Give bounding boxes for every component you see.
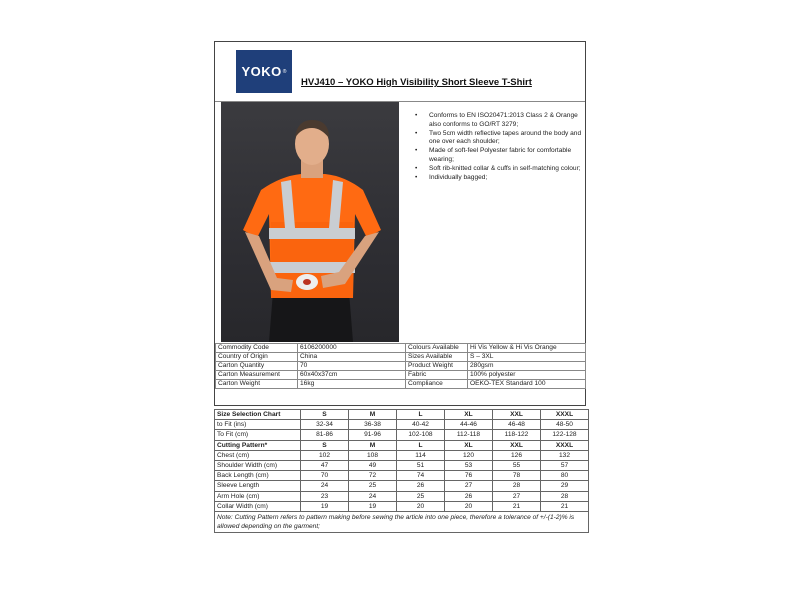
list-item: • Individually bagged; (415, 174, 583, 183)
size-cell: 19 (349, 501, 397, 511)
table-row (215, 430, 589, 440)
spec-value: 280gsm (468, 362, 586, 371)
table-row (215, 410, 589, 420)
size-cell: 25 (349, 481, 397, 491)
size-cell: 21 (493, 501, 541, 511)
size-cell: 49 (349, 460, 397, 470)
table-row (215, 491, 589, 501)
size-cell: Sleeve Length (215, 481, 301, 491)
spec-value: OEKO-TEX Standard 100 (468, 380, 586, 389)
spec-label: Product Weight (406, 362, 468, 371)
size-chart-table (214, 409, 589, 533)
product-title: HVJ410 – YOKO High Visibility Short Sleeve T-Shirt (301, 77, 532, 88)
size-cell: 53 (445, 460, 493, 470)
size-cell: 102 (301, 450, 349, 460)
size-cell: 74 (397, 471, 445, 481)
size-cell: 114 (397, 450, 445, 460)
size-cell: 36-38 (349, 420, 397, 430)
size-cell: 132 (541, 450, 589, 460)
spec-value: 70 (298, 362, 406, 371)
size-cell: Collar Width (cm) (215, 501, 301, 511)
size-cell: 27 (493, 491, 541, 501)
size-chart-note: Note: Cutting Pattern refers to pattern making before sewing the article into one piece, therefore a tolerance of +/-(1-2)% is allowed depending on the garment; (215, 511, 589, 532)
spec-value: 60x40x37cm (298, 371, 406, 380)
size-cell: 72 (349, 471, 397, 481)
size-header-cell: Cutting Pattern* (215, 440, 301, 450)
size-cell: 70 (301, 471, 349, 481)
spec-table (215, 343, 586, 389)
spec-value: Hi Vis Yellow & Hi Vis Orange (468, 344, 586, 353)
size-header-cell: XXL (493, 410, 541, 420)
list-item: • Made of soft-feel Polyester fabric for comfortable wearing; (415, 147, 583, 165)
sheet-header (215, 42, 585, 102)
size-cell: 78 (493, 471, 541, 481)
size-cell: 81-86 (301, 430, 349, 440)
size-cell: 102-108 (397, 430, 445, 440)
size-cell: 20 (445, 501, 493, 511)
logo-mark: ® (282, 68, 287, 75)
size-cell: 26 (397, 481, 445, 491)
table-row (216, 353, 586, 362)
size-cell: 126 (493, 450, 541, 460)
table-row (215, 501, 589, 511)
size-cell: 80 (541, 471, 589, 481)
spec-label: Sizes Available (406, 353, 468, 362)
spec-label: Colours Available (406, 344, 468, 353)
size-header-cell: M (349, 440, 397, 450)
size-cell: 24 (349, 491, 397, 501)
size-header-cell: S (301, 410, 349, 420)
size-header-cell: XXL (493, 440, 541, 450)
size-cell: 76 (445, 471, 493, 481)
size-header-cell: XL (445, 440, 493, 450)
size-cell: Chest (cm) (215, 450, 301, 460)
spec-label: Carton Measurement (216, 371, 298, 380)
size-cell: to Fit (ins) (215, 420, 301, 430)
spec-value: 6106200000 (298, 344, 406, 353)
size-cell: 19 (301, 501, 349, 511)
size-cell: 44-46 (445, 420, 493, 430)
size-cell: 120 (445, 450, 493, 460)
size-cell: 23 (301, 491, 349, 501)
size-cell: 51 (397, 460, 445, 470)
product-photo (221, 102, 399, 342)
list-item: • Two 5cm width reflective tapes around the body and one over each shoulder; (415, 130, 583, 148)
table-row (215, 450, 589, 460)
man-in-orange-hi-vis-tshirt-icon (221, 102, 399, 342)
size-cell: Arm Hole (cm) (215, 491, 301, 501)
size-header-cell: L (397, 440, 445, 450)
spec-value: China (298, 353, 406, 362)
spec-label: Compliance (406, 380, 468, 389)
table-row (215, 471, 589, 481)
table-row (216, 344, 586, 353)
size-cell: 118-122 (493, 430, 541, 440)
size-cell: 55 (493, 460, 541, 470)
size-cell: 21 (541, 501, 589, 511)
size-cell: 112-118 (445, 430, 493, 440)
list-item: • Soft rib-knitted collar & cuffs in self-matching colour; (415, 165, 583, 174)
yoko-logo (236, 50, 292, 93)
size-header-cell: XL (445, 410, 493, 420)
size-cell: 40-42 (397, 420, 445, 430)
size-cell: 91-96 (349, 430, 397, 440)
spec-label: Fabric (406, 371, 468, 380)
size-cell: To Fit (cm) (215, 430, 301, 440)
size-header-cell: XXXL (541, 410, 589, 420)
feature-list (415, 112, 583, 182)
size-cell: 108 (349, 450, 397, 460)
list-item: • Conforms to EN ISO20471:2013 Class 2 & Orange also conforms to GO/RT 3279; (415, 112, 583, 130)
size-cell: 24 (301, 481, 349, 491)
size-cell: 57 (541, 460, 589, 470)
spec-value: 100% polyester (468, 371, 586, 380)
table-row (216, 371, 586, 380)
size-cell: 46-48 (493, 420, 541, 430)
table-row (215, 511, 589, 532)
size-cell: Shoulder Width (cm) (215, 460, 301, 470)
table-row (215, 481, 589, 491)
size-header-cell: S (301, 440, 349, 450)
table-row (215, 420, 589, 430)
spec-label: Country of Origin (216, 353, 298, 362)
product-sheet (214, 41, 586, 406)
size-cell: 48-50 (541, 420, 589, 430)
size-cell: 20 (397, 501, 445, 511)
table-row (216, 380, 586, 389)
size-cell: 28 (541, 491, 589, 501)
table-row (216, 362, 586, 371)
size-cell: 47 (301, 460, 349, 470)
spec-label: Carton Quantity (216, 362, 298, 371)
spec-label: Carton Weight (216, 380, 298, 389)
spec-value: S – 3XL (468, 353, 586, 362)
logo-text: YOKO (241, 64, 282, 79)
size-cell: 122-128 (541, 430, 589, 440)
spec-value: 16kg (298, 380, 406, 389)
table-row (215, 460, 589, 470)
size-cell: 27 (445, 481, 493, 491)
size-cell: 26 (445, 491, 493, 501)
size-cell: 28 (493, 481, 541, 491)
spec-label: Commodity Code (216, 344, 298, 353)
table-row (215, 440, 589, 450)
size-header-cell: M (349, 410, 397, 420)
size-header-cell: XXXL (541, 440, 589, 450)
size-header-cell: L (397, 410, 445, 420)
size-cell: 25 (397, 491, 445, 501)
size-cell: Back Length (cm) (215, 471, 301, 481)
size-cell: 32-34 (301, 420, 349, 430)
size-cell: 29 (541, 481, 589, 491)
size-header-cell: Size Selection Chart (215, 410, 301, 420)
